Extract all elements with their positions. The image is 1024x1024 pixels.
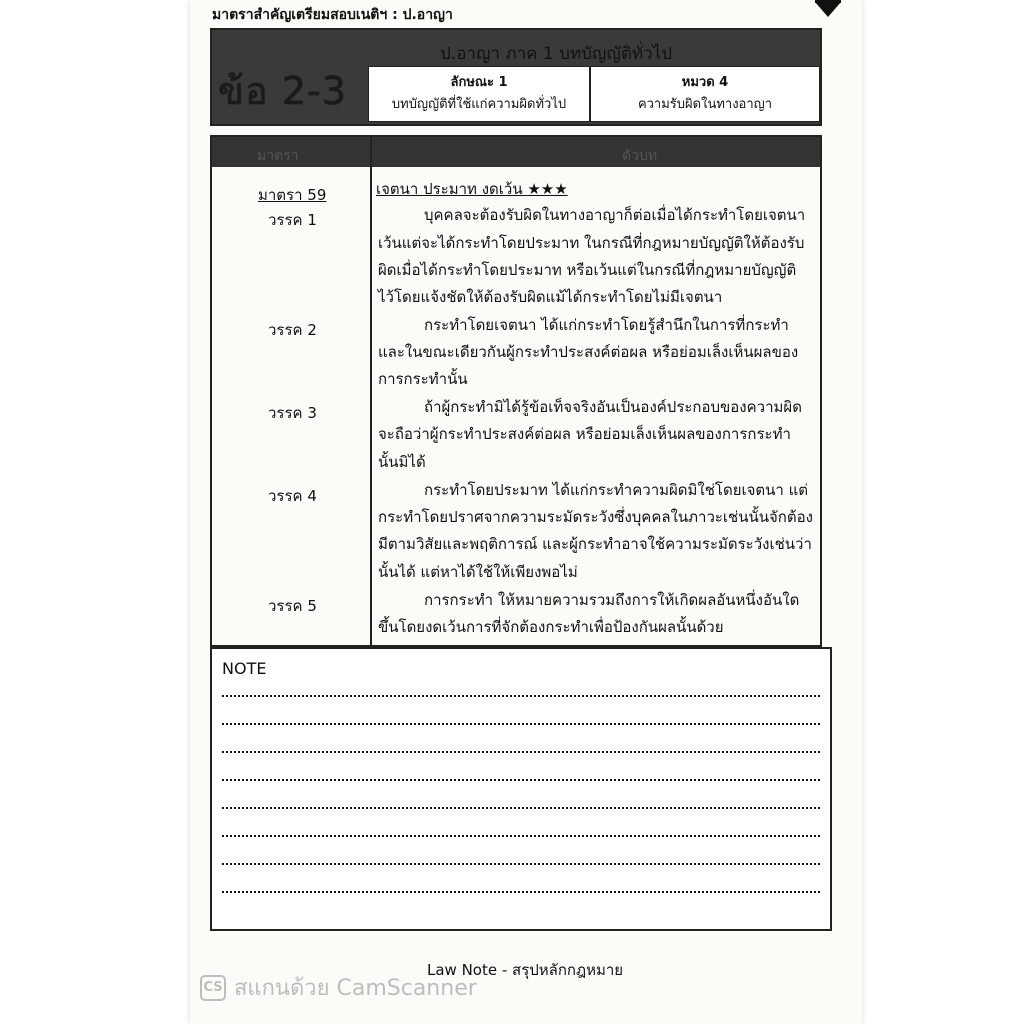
text-line: กระทำโดยเจตนา ได้แก่กระทำโดยรู้สำนึกในการที่กระทำ	[424, 316, 789, 334]
importance-stars: ★★★	[527, 180, 568, 198]
camscanner-logo-icon: CS	[200, 975, 226, 1001]
item-number: ข้อ 2-3	[218, 69, 347, 113]
text-line: เว้นแต่จะได้กระทำโดยประมาท ในกรณีที่กฎหมายบัญญัติให้ต้องรับ	[378, 234, 805, 252]
chapter-name: ความรับผิดในทางอาญา	[637, 97, 773, 112]
text-line: นั้นได้ แต่หาได้ใช้ให้เพียงพอไม่	[378, 563, 578, 581]
text-line: ไว้โดยแจ้งชัดให้ต้องรับผิดแม้ได้กระทำโดยไม่มีเจตนา	[378, 288, 723, 306]
section-number: มาตรา 59	[258, 186, 327, 204]
category-number: ลักษณะ 1	[450, 75, 508, 90]
text-line: การกระทำนั้น	[378, 370, 468, 388]
dotted-line	[222, 835, 820, 837]
text-line: บุคคลจะต้องรับผิดในทางอาญาก็ต่อเมื่อได้กระทำโดยเจตนา	[424, 206, 806, 224]
paragraph-label: วรรค 2	[268, 321, 317, 339]
text-line: นั้นมิได้	[378, 453, 426, 471]
scanner-watermark	[200, 970, 477, 1005]
running-head: มาตราสำคัญเตรียมสอบเนติฯ : ป.อาญา	[212, 7, 453, 23]
page-footer: Law Note - สรุปหลักกฎหมาย	[427, 961, 624, 979]
note-title: NOTE	[222, 659, 267, 678]
paragraph-label: วรรค 3	[268, 404, 317, 422]
header-cell-category	[368, 66, 590, 122]
dotted-line	[222, 723, 820, 725]
chapter-number: หมวด 4	[681, 75, 729, 90]
text-line: และในขณะเดียวกันผู้กระทำประสงค์ต่อผล หรือย่อมเล็งเห็นผลของ	[378, 343, 799, 361]
dotted-line	[222, 751, 820, 753]
dotted-line	[222, 779, 820, 781]
text-line: กระทำโดยประมาท ได้แก่กระทำความผิดมิใช่โดยเจตนา แต่	[424, 481, 809, 499]
category-name: บทบัญญัติที่ใช้แก่ความผิดทั่วไป	[391, 97, 567, 112]
dotted-line	[222, 863, 820, 865]
dotted-line	[222, 891, 820, 893]
paragraph-label: วรรค 4	[268, 487, 317, 505]
text-line: ขึ้นโดยงดเว้นการที่จักต้องกระทำเพื่อป้องกันผลนั้นด้วย	[378, 618, 724, 636]
dotted-line	[222, 695, 820, 697]
paragraph-label: วรรค 5	[268, 597, 317, 615]
text-line: ผิดเมื่อได้กระทำโดยประมาท หรือเว้นแต่ในกรณีที่กฎหมายบัญญัติ	[378, 261, 797, 279]
table-header	[212, 137, 820, 167]
header-cell-chapter	[590, 66, 820, 122]
text-line: ถ้าผู้กระทำมิได้รู้ข้อเท็จจริงอันเป็นองค์ประกอบของความผิด	[424, 398, 802, 416]
dotted-line	[222, 807, 820, 809]
text-line: จะถือว่าผู้กระทำประสงค์ต่อผล หรือย่อมเล็งเห็นผลของการกระทำ	[378, 425, 791, 443]
text-line: มีตามวิสัยและพฤติการณ์ และผู้กระทำอาจใช้ความระมัดระวังเช่นว่า	[378, 535, 812, 553]
column-divider	[370, 137, 372, 645]
header-title: ป.อาญา ภาค 1 บทบัญญัติทั่วไป	[440, 44, 673, 64]
topic-heading	[376, 177, 568, 201]
note-box	[210, 647, 832, 931]
paragraph-label: วรรค 1	[268, 211, 317, 229]
arrow-down-icon	[815, 2, 841, 17]
topic-text: เจตนา ประมาท งดเว้น	[376, 180, 523, 198]
watermark-text: สแกนด้วย CamScanner	[234, 976, 477, 1001]
text-line: การกระทำ ให้หมายความรวมถึงการให้เกิดผลอันหนึ่งอันใด	[424, 591, 800, 609]
column-header-section: มาตรา	[257, 148, 299, 164]
text-line: กระทำโดยปราศจากความระมัดระวังซึ่งบุคคลในภาวะเช่นนั้นจักต้อง	[378, 508, 813, 526]
column-header-text: ตัวบท	[622, 148, 658, 164]
